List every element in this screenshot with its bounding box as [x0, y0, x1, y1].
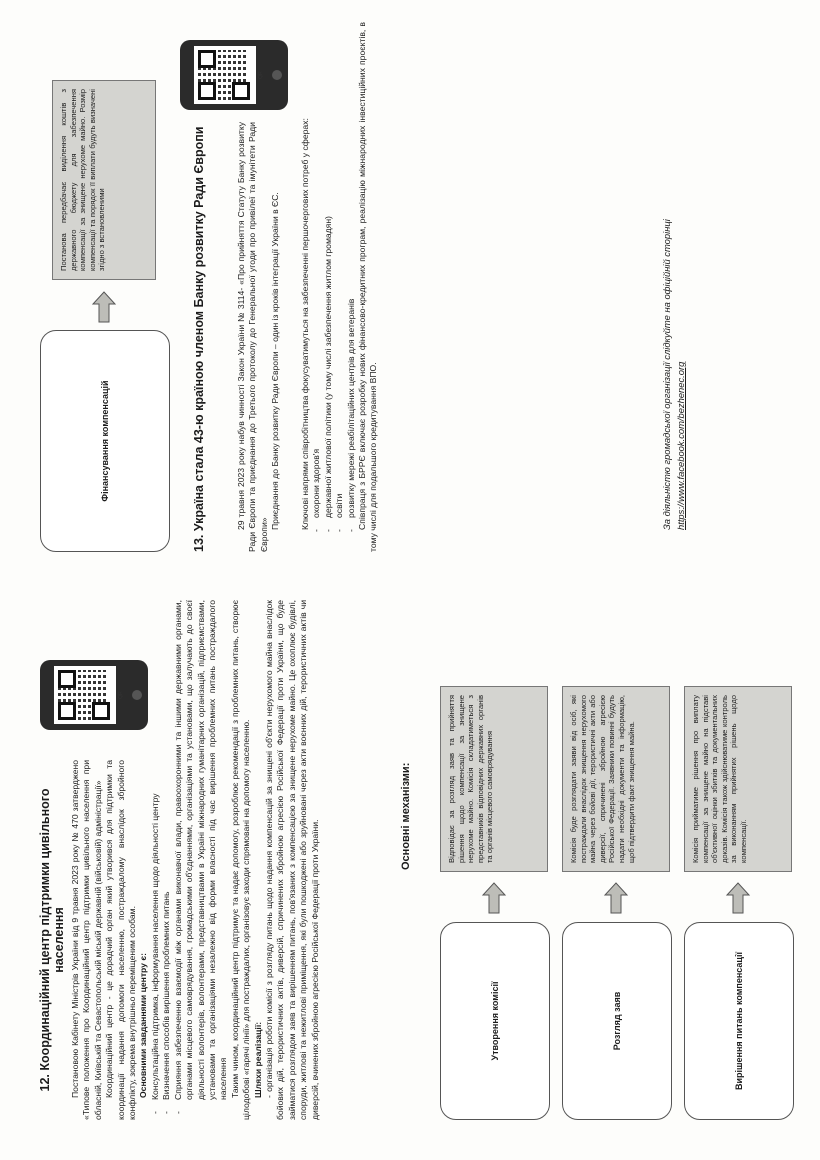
section13-paragraph-2: Приєднання до Банку розвитку Ради Європи – один із кроків інтеграції України в ЄС.: [270, 192, 281, 530]
sphere-item: - охорони здоров'я: [311, 22, 322, 538]
section13-body: [236, 122, 282, 552]
tasks-heading: Основними завданнями центру є:: [138, 953, 149, 1098]
tasks-list: [150, 600, 230, 1120]
section12-block: [38, 760, 150, 1120]
section13-title: 13. Україна стала 43-ю країною членом Банку розвитку Ради Європи: [192, 126, 206, 552]
mechanism-desc-compensation: Комісія прийматиме рішення про виплату компенсації за знищене майно на підставі об'єктивної оцінки збитків та документальних доказів. Комісія також здійснюватиме контроль за виконанням прийнятих рішень щодо компенсації.: [684, 686, 792, 872]
section13-paragraph-3: Ключові напрями співробітництва фокусуватимуться на забезпеченні першочергових потреб у сферах:: [300, 118, 310, 530]
sphere-item: - розвитку мережі реабілітаційних центрів для ветеранів: [346, 22, 357, 538]
section13-paragraph-4: Співпраця з БРРЄ включає розробку нових фінансово-кредитних програм, реалізацію міжнародних інвестиційних проєктів, в тому числі для подальшого кредитування ВПО.: [357, 22, 379, 552]
footer: [660, 30, 688, 530]
financing-box: Фінансування компенсацій: [40, 330, 170, 552]
section12-title: 12. Координаційний центр підтримки цивільного населення: [38, 788, 66, 1092]
mechanism-desc-commission: Відповідає за розгляд заяв та прийняття рішення щодо компенсації за знищене нерухоме майно. Комісія складатиметься з представників відповідних державних органів та органів місцевого самоврядування: [440, 686, 548, 872]
qr-code-image: [194, 46, 256, 104]
mechanisms-title: Основні механізми:: [400, 762, 412, 870]
task-item: - Консультаційна підтримка, інформування населення щодо діяльності центру: [150, 600, 161, 1120]
right-arrow-icon: [603, 881, 629, 915]
qr-caption: QR: [118, 691, 124, 699]
financing-desc: Постанова передбачає виділення коштів з державного бюджету для забезпечення компенсації за знищене нерухоме майно. Розмір компенсації та порядок її виплати будуть визначені згідно з встановленими: [52, 80, 156, 280]
phone-home-icon: [132, 690, 142, 700]
sphere-item: - освіти: [334, 22, 345, 538]
section13-body-wide: [300, 22, 380, 552]
section12-body: [150, 600, 321, 1120]
ways-text: - організація роботи комісії з розгляду питань щодо надання компенсацій за знищені об'єкти нерухомого майна внаслідок бойових дій, терористичних актів, диверсій, спричинених збройною агресією Російської Федерації проти України, що буде займатися розглядом заяв та вирішенням питань, пов'язаних з компенсацією за знищене нерухоме майно. Це охоплює будівлі, споруди, житлові та нежитлові приміщення, які були пошкоджені або зруйновані через акти воєнних дій, терористичних актів чи диверсій, вчинених збройною агресією Російської Федерації проти України.: [264, 600, 320, 1120]
mechanism-box-compensation: Вирішення питань компенсації: [684, 922, 794, 1120]
qr-code-phone-1: [40, 660, 148, 730]
section12-paragraph-2: Координаційний центр - це дорадчий орган який утворився для підтримки та координації надання допомоги населенню, постраждалому внаслідок збройного конфлікту, зокрема внутрішньо переміщеним особам.: [104, 760, 138, 1120]
spheres-list: [311, 22, 357, 538]
section12-paragraph-3: Таким чином, координаційний центр підтримує та надає допомогу, розроблює рекомендації з проблемних питань, створює цілодобові «гарячі лінії» для постраждалих, організовує заходи спрямовані на допомогу населенню.: [229, 600, 252, 1120]
phone-home-icon: [272, 70, 282, 80]
qr-caption: QR: [258, 71, 264, 79]
ways-heading: Шляхи реалізації:: [252, 1021, 263, 1098]
section12-paragraph-1: Постановою Кабінету Міністрів України від 9 травня 2023 року № 470 затверджено «Типове положення про Координаційний центр підтримки цивільного населення при обласній, Київській та Севастопольській міській державній (військовій) адміністрації»: [70, 760, 103, 1120]
sphere-item: - державної житлової політики (у тому числі забезпечення житлом громадян): [323, 22, 334, 538]
left-column: [0, 580, 820, 1160]
section13-header: [192, 122, 206, 552]
qr-code-image: [54, 666, 116, 724]
mechanism-box-commission: Утворення комісії: [440, 922, 550, 1120]
mechanism-desc-applications: Комісія буде розглядати заяви від осіб, які постраждали внаслідок знищення нерухомого майна через бойові дії, терористичні акти або диверсії, спричинені збройною агресією Російської Федерації. Заявники повинні будуть надати необхідні документи та інформацію, щоб підтвердити факт знищення майна.: [562, 686, 670, 872]
qr-code-phone-2: [180, 40, 288, 110]
facebook-link[interactable]: https://www.facebook.com/bezhenec.org: [675, 361, 686, 530]
mechanism-box-applications: Розгляд заяв: [562, 922, 672, 1120]
footer-text: За діяльністю громадської організації слідкуйте на офіційній сторінці: [661, 219, 672, 530]
right-arrow-icon: [91, 290, 117, 324]
task-item: - Визначення способів вирішення проблемних питань: [161, 600, 172, 1120]
task-item: - Сприяння забезпеченню взаємодії між органами виконавчої влади, правоохоронними та іншими державними органами, органами місцевого самоврядування, громадськими об'єднаннями, організаціями та установами, що залучають до своєї діяльності волонтерів, волонтерами, представництвами в Україні міжнародних гуманітарних організацій, підприємствами, установами та організаціями незалежно від форми власності під час вирішення проблемних питань постраждалого населення: [173, 600, 230, 1120]
section13-paragraph-1: 29 травня 2023 року набув чинності Закон України № 3114- «Про прийняття Статуту Банку розвитку Ради Європи та приєднання до Третього протоколу до Генеральної угоди про привілеї та імунітети Ради Європи»: [236, 122, 269, 552]
right-arrow-icon: [725, 881, 751, 915]
right-arrow-icon: [481, 881, 507, 915]
